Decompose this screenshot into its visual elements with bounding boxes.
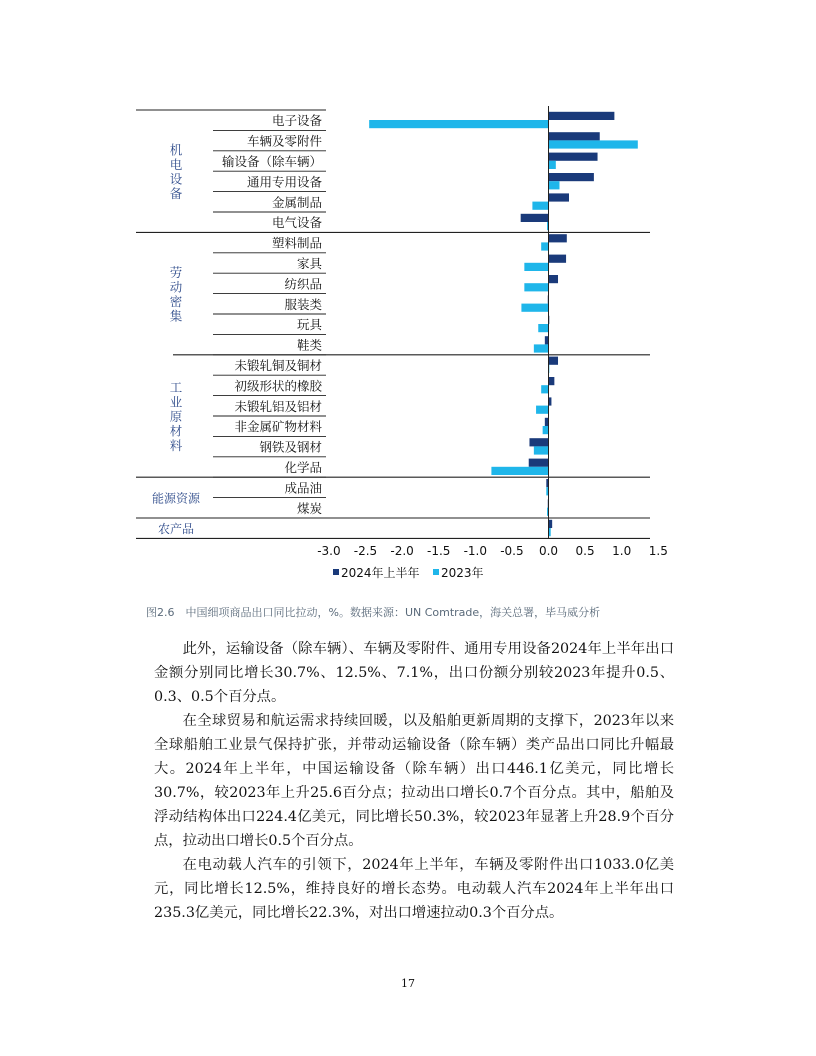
legend-swatch [333,569,339,575]
category-label: 钢铁及钢材 [259,439,322,455]
bar-2023 [534,446,549,454]
bar-2023 [538,324,548,332]
bar-2023 [536,406,548,414]
x-tick-label: 1.0 [612,544,632,558]
x-tick-label: 0.5 [575,544,595,558]
bar-2024h1 [549,255,567,263]
bar-2024h1 [549,112,615,120]
page-number: 17 [401,977,415,990]
category-label: 煤炭 [296,500,322,516]
category-label: 纺织品 [284,276,322,292]
x-tick-label: 1.5 [648,544,668,558]
category-label: 服装类 [284,296,322,312]
bar-2024h1 [549,132,600,140]
category-label: 家具 [296,256,322,271]
category-label: 初级形状的橡胶 [234,378,322,394]
legend-entry: 2024年上半年 [341,566,420,580]
bar-2023 [369,120,548,128]
bar-2024h1 [529,459,549,467]
bar-2023 [549,161,556,169]
x-axis [317,106,668,558]
category-label: 电气设备 [271,215,322,231]
bars [369,112,638,536]
bar-2024h1 [549,377,555,385]
bar-2024h1 [521,214,549,222]
paragraph: 在全球贸易和航运需求持续回暖，以及船舶更新周期的支撑下，2023年以来全球船舶工业景气保持扩张，并带动运输设备（除车辆）类产品出口同比升幅最大。2024年上半年，中国运输设备（除车辆）出口446.1亿美元，同比增长30.7%，较2023年上升25.6百分点；拉动出口增长0.7个百分点。其中，船舶及浮动结构体出口224.4亿美元，同比增长50.3%，较2023年显著上升28.9个百分点，拉动出口增长0.5个百分点。 [154,713,674,849]
legend-swatch [433,569,439,575]
x-tick-label: -2.5 [353,544,378,558]
category-label: 玩具 [296,317,322,333]
category-label: 未锻轧铝及铝材 [234,398,322,414]
category-label: 鞋类 [296,337,322,353]
category-label: 化学品 [284,460,322,475]
body-text [154,637,674,925]
x-tick-label: -0.5 [500,544,524,558]
group-label: 农产品 [157,522,195,537]
category-label: 成品油 [284,480,322,496]
bar-2023 [543,426,549,434]
bar-2024h1 [549,275,559,283]
bar-2023 [524,263,548,271]
bar-2023 [549,140,638,148]
bar-2023 [532,202,548,210]
bar-2023 [524,283,548,291]
bar-2024h1 [549,193,569,201]
paragraph: 此外，运输设备（除车辆）、车辆及零附件、通用专用设备2024年上半年出口金额分别同比增长30.7%、12.5%、7.1%，出口份额分别较2023年提升0.5、0.3、0.5个百分点。 [154,641,674,705]
category-label: 通用专用设备 [246,174,322,190]
category-label: 塑料制品 [271,235,322,251]
bar-2024h1 [549,357,559,365]
group-label: 工业原材料 [169,380,183,453]
category-label: 非金属矿物材料 [234,419,322,435]
category-label: 车辆及零附件 [246,133,322,149]
category-label: 未锻轧铜及铜材 [234,358,322,373]
bar-2024h1 [545,418,549,426]
bar-2023 [491,467,548,475]
bar-2024h1 [549,520,553,528]
group-label: 能源资源 [151,491,201,506]
bar-2024h1 [549,153,598,161]
bar-2023 [534,344,549,352]
category-labels [222,113,323,516]
x-tick-label: 0.0 [538,544,559,558]
category-label: 输设备（除车辆） [221,154,322,169]
bar-2024h1 [549,234,567,242]
paragraph: 在电动载人汽车的引领下，2024年上半年，车辆及零附件出口1033.0亿美元，同比增长12.5%，维持良好的增长态势。电动载人汽车2024年上半年出口235.3亿美元，同比增长22.3%，对出口增速拉动0.3个百分点。 [154,857,674,921]
bar-2023 [521,304,548,312]
bar-2024h1 [549,173,594,181]
legend-entry: 2023年 [441,566,484,580]
x-tick-label: -3.0 [317,544,341,558]
bar-2023 [541,242,548,250]
legend [333,565,484,580]
category-label: 电子设备 [271,113,322,129]
bar-2023 [549,181,560,189]
group-label: 机电设备 [169,142,183,201]
group-label: 劳动密集 [169,264,183,324]
x-tick-label: -2.0 [390,544,414,558]
x-tick-label: -1.0 [463,544,488,558]
category-label: 金属制品 [271,194,322,210]
x-tick-label: -1.5 [426,544,451,558]
bar-2024h1 [545,336,549,344]
bar-2023 [541,385,548,393]
bar-2024h1 [529,438,548,446]
figure-caption: 图2.6 中国细项商品出口同比拉动，%。数据来源：UN Comtrade，海关总署，毕马威分析 [146,606,601,619]
